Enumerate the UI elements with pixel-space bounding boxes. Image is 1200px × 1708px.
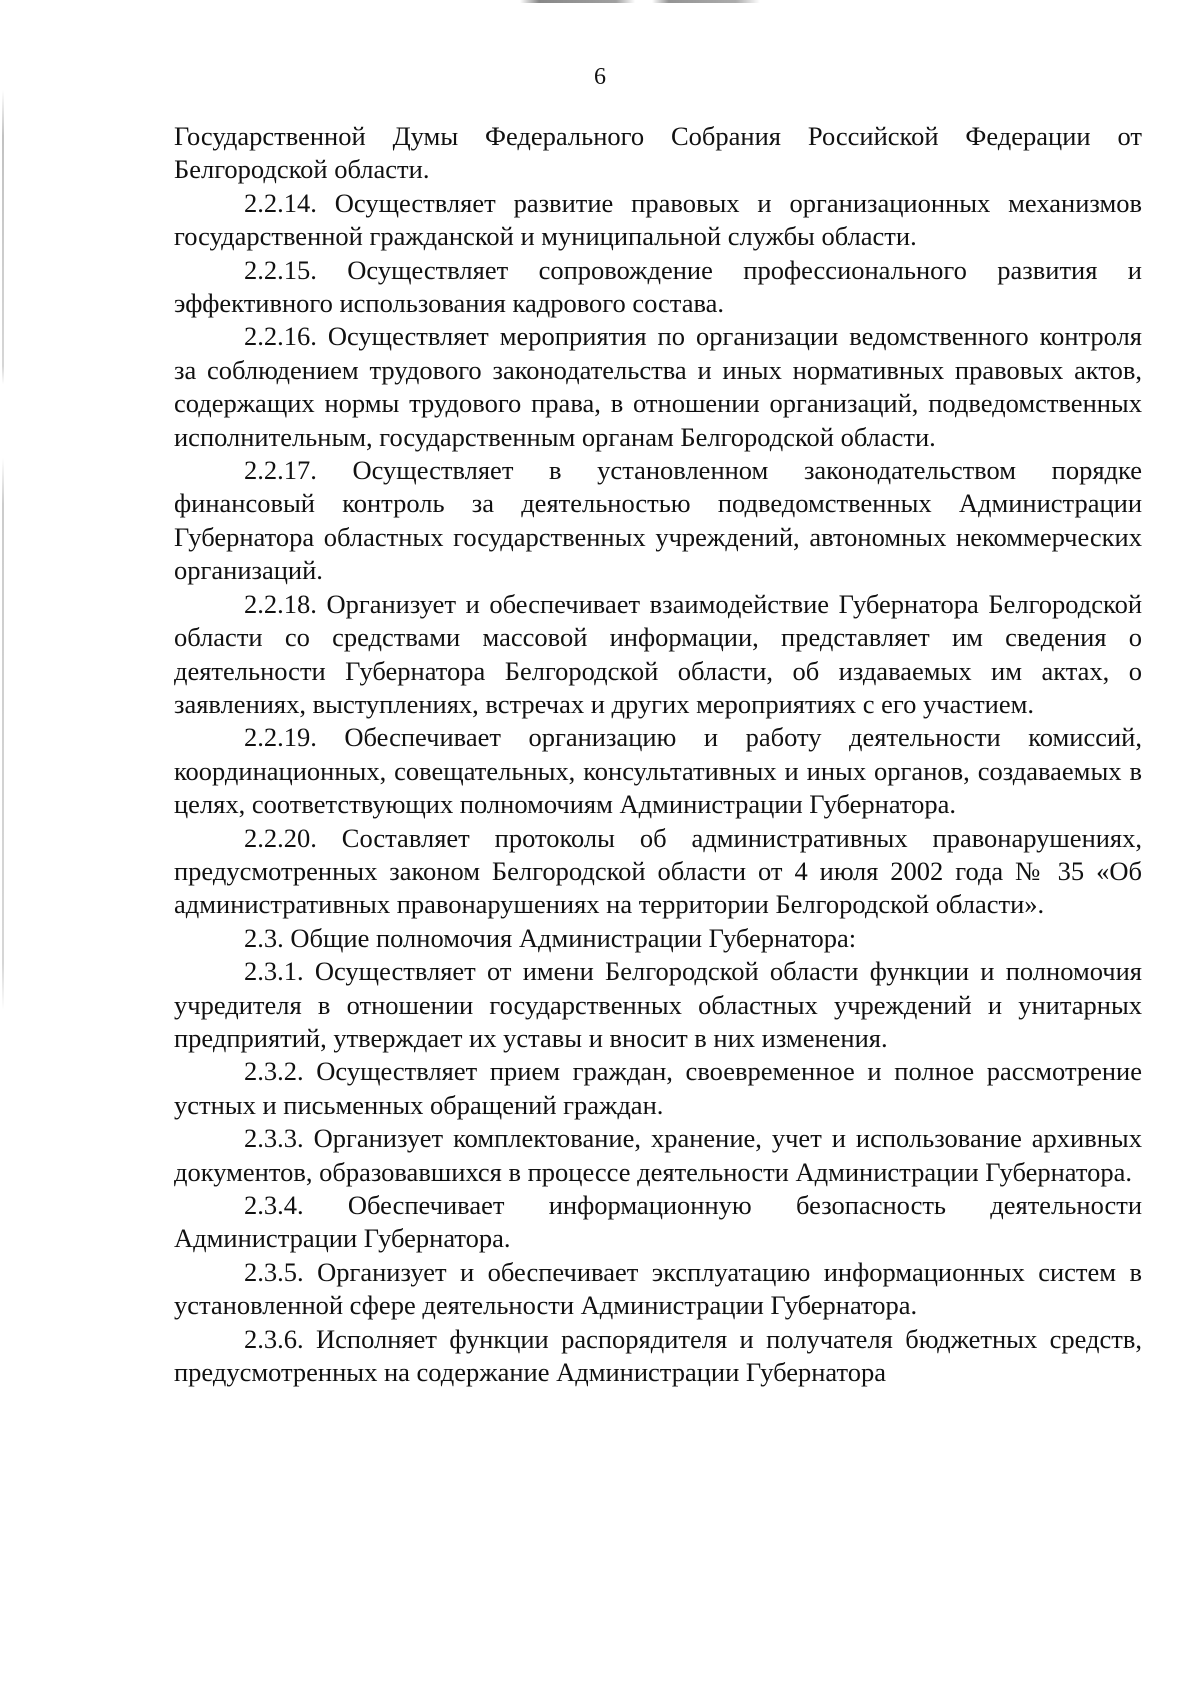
paragraph-2-3-6: 2.3.6. Исполняет функции распорядителя и получателя бюджетных средств, предусмотренных на содержание Администрации Губернатора	[174, 1323, 1142, 1388]
paragraph-2-2-18: 2.2.18. Организует и обеспечивает взаимодействие Губернатора Белгородской области со средствами массовой информации, представляет им сведения о деятельности Губернатора Белгородской области, об издаваемых им актах, о заявлениях, выступлениях, встречах и других мероприятиях с его участием.	[174, 588, 1142, 719]
paragraph-2-2-16: 2.2.16. Осуществляет мероприятия по организации ведомственного контроля за соблюдением трудового законодательства и иных нормативных правовых актов, содержащих нормы трудового права, в отношении организаций, подведомственных исполнительным, государственным органам Белгородской области.	[174, 321, 1142, 452]
paragraph-2-3-5: 2.3.5. Организует и обеспечивает эксплуатацию информационных систем в установленной сфере деятельности Администрации Губернатора.	[174, 1256, 1142, 1321]
scan-artifact-left-edge	[2, 90, 4, 1010]
document-body	[174, 120, 1142, 1389]
paragraph-2-3: 2.3. Общие полномочия Администрации Губернатора:	[244, 922, 857, 953]
paragraph-2-3-4: 2.3.4. Обеспечивает информационную безопасность деятельности Администрации Губернатора.	[174, 1190, 1142, 1254]
scan-artifact-top	[520, 0, 760, 3]
paragraph-2-3-3: 2.3.3. Организует комплектование, хранение, учет и использование архивных документов, образовавшихся в процессе деятельности Администрации Губернатора.	[174, 1123, 1142, 1187]
page-number: 6	[594, 64, 606, 90]
paragraph-2-2-20: 2.2.20. Составляет протоколы об административных правонарушениях, предусмотренных законом Белгородской области от 4 июля 2002 года № 35 «Об административных правонарушениях на территории Белгородской области».	[174, 822, 1142, 920]
paragraph-2-2-15: 2.2.15. Осуществляет сопровождение профессионального развития и эффективного использования кадрового состава.	[174, 254, 1142, 319]
paragraph-2-2-19: 2.2.19. Обеспечивает организацию и работу деятельности комиссий, координационных, совещательных, консультативных и иных органов, создаваемых в целях, соответствующих полномочиям Администрации Губернатора.	[174, 722, 1142, 820]
paragraph-2-2-14: 2.2.14. Осуществляет развитие правовых и организационных механизмов государственной гражданской и муниципальной службы области.	[174, 187, 1142, 252]
paragraph-2-3-1: 2.3.1. Осуществляет от имени Белгородской области функции и полномочия учредителя в отношении государственных областных учреждений и унитарных предприятий, утверждает их уставы и вносит в них изменения.	[174, 956, 1142, 1053]
paragraph-continuation: Государственной Думы Федерального Собрания Российской Федерации от Белгородской области.	[174, 121, 1142, 185]
paragraph-2-3-2: 2.3.2. Осуществляет прием граждан, своевременное и полное рассмотрение устных и письменных обращений граждан.	[174, 1056, 1142, 1120]
paragraph-2-2-17: 2.2.17. Осуществляет в установленном законодательством порядке финансовый контроль за деятельностью подведомственных Администрации Губернатора областных государственных учреждений, автономных некоммерческих организаций.	[174, 455, 1142, 586]
